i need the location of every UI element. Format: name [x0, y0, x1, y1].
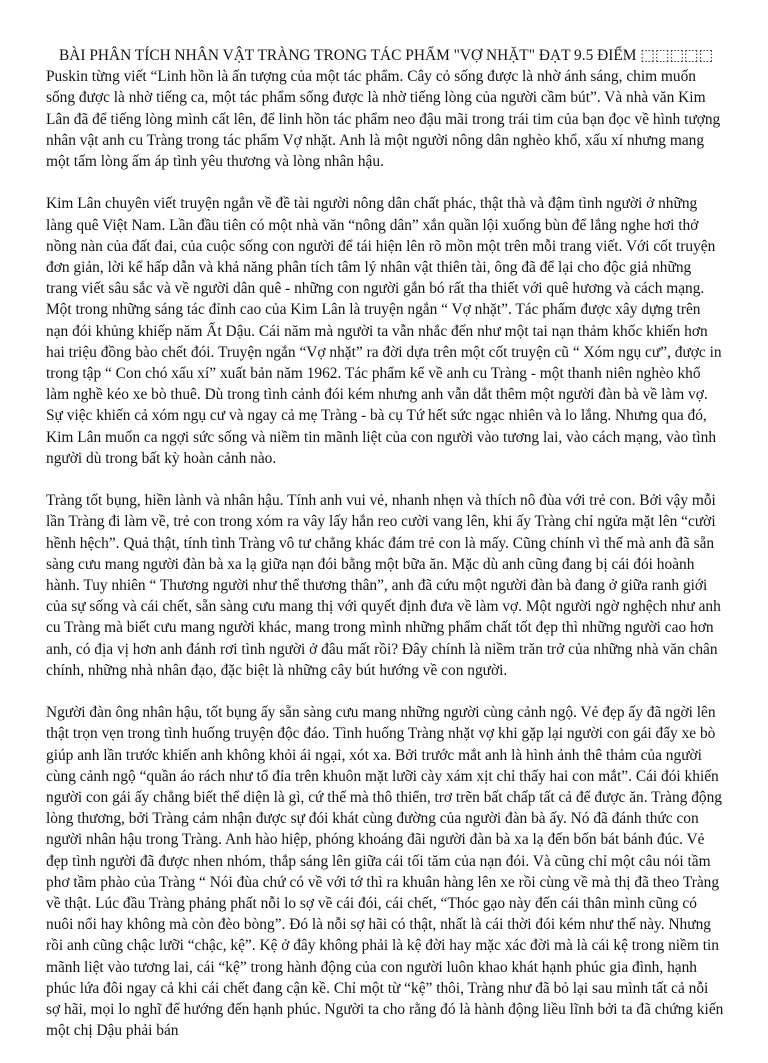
document-title: BÀI PHÂN TÍCH NHÂN VẬT TRÀNG TRONG TÁC PHẨM "VỢ NHẶT" ĐẠT 9.5 ĐIỂM ⬚⬚⬚⬚⬚: [58, 47, 714, 64]
document-page: [46, 45, 726, 1063]
paragraph-author-context: Kim Lân chuyên viết truyện ngắn về đề tài người nông dân chất phác, thật thà và đậm tình người ở những làng quê Việt Nam. Lần đầu tiên có một nhà văn “nông dân” xắn quần lội xuống bùn để lắng nghe hơi thở nồng nàn của đất đai, của cuộc sống con người để tái hiện lên rõ mồn một trên mỗi trang viết. Với cốt truyện đơn giản, lời kể hấp dẫn và khả năng phân tích tâm lý nhân vật thiên tài, ông đã để lại cho độc giả những trang viết sâu sắc và về người dân quê - những con người gắn bó rất tha thiết với quê hương và cách mạng. Một trong những sáng tác đỉnh cao của Kim Lân là truyện ngắn “ Vợ nhặt”. Tác phẩm được xây dựng trên nạn đói khủng khiếp năm Ất Dậu. Cái năm mà người ta vẫn nhắc đến như một tai nạn thảm khốc khiến hơn hai triệu đồng bào chết đói. Truyện ngắn “Vợ nhặt” ra đời dựa trên một cốt truyện cũ “ Xóm ngụ cư”, được in trong tập “ Con chó xấu xí” xuất bản năm 1962. Tác phẩm kể về anh cu Tràng - một thanh niên nghèo khổ làm nghề kéo xe bò thuê. Dù trong tình cảnh đói kém nhưng anh vẫn dắt thêm một người đàn bà về làm vợ. Sự việc khiến cả xóm ngụ cư và ngay cả mẹ Tràng - bà cụ Tứ hết sức ngạc nhiên và lo lắng. Nhưng qua đó, Kim Lân muốn ca ngợi sức sống và niềm tin mãnh liệt của con người vào tương lai, vào cách mạng, vào tình người dù trong bất kỳ hoàn cảnh nào.: [46, 195, 722, 467]
paragraph-trang-kindness: Người đàn ông nhân hậu, tốt bụng ấy sẵn sàng cưu mang những người cùng cảnh ngộ. Vẻ đẹp ấy đã ngời lên thật trọn vẹn trong tình huống truyện độc đáo. Tình huống Tràng nhặt vợ khi gặp lại người con gái đẩy xe bò giúp anh lần trước khiến anh không khỏi ái ngại, xót xa. Bởi trước mắt anh là hình ảnh thê thảm của người cùng cảnh ngộ “quần áo rách như tổ đỉa trên khuôn mặt lưỡi cày xám xịt chỉ thấy hai con mắt”. Cái đói khiến người con gái ấy chẳng biết thể diện là gì, cứ thế mà thô thiển, trơ trẽn bất chấp tất cả để được ăn. Tràng động lòng thương, bởi Tràng cảm nhận được sự đói khát cùng đường của người đàn bà ấy. Nó đã đánh thức con người nhân hậu trong Tràng. Anh hào hiệp, phóng khoáng đãi người đàn bà xa lạ đến bốn bát bánh đúc. Vẻ đẹp tình người đã được nhen nhóm, thắp sáng lên giữa cái tối tăm của nạn đói. Và cũng chỉ một câu nói tầm phơ tầm phào của Tràng “ Nói đùa chứ có về với tớ thì ra khuân hàng lên xe rồi cùng về mà thị đã theo Tràng về thật. Lúc đầu Tràng phảng phất nỗi lo sợ về cái đói, cái chết, “Thóc gạo này đến cái thân mình cũng có nuôi nổi hay không mà còn đèo bòng”. Đó là nỗi sợ hãi có thật, nhất là cái thời đói kém như thế này. Nhưng rồi anh cũng chậc lưỡi “chậc, kệ”. Kệ ở đây không phải là kệ đời hay mặc xác đời mà là cái kệ trong niềm tin mãnh liệt vào tương lai, cái “kệ” trong hành động của con người luôn khao khát hạnh phúc gia đình, hạnh phúc lứa đôi ngay cả khi cái chết đang cận kề. Chỉ một từ “kệ” thôi, Tràng như đã bỏ lại sau mình tất cả nỗi sợ hãi, mọi lo nghĩ để hướng đến hạnh phúc. Người ta cho rằng đó là hành động liều lĩnh bởi ta đã chứng kiến một chị Dậu phải bán: [46, 704, 724, 1040]
paragraph-intro: Puskin từng viết “Linh hồn là ấn tượng của một tác phẩm. Cây cỏ sống được là nhờ ánh sáng, chim muốn sống được là nhờ tiếng ca, một tác phẩm sống được là nhờ tiếng lòng của người cầm bút”. Và nhà văn Kim Lân đã để tiếng lòng mình cất lên, để linh hồn tác phẩm neo đậu mãi trong trái tim của bạn đọc về hình tượng nhân vật anh cu Tràng trong tác phẩm Vợ nhặt. Anh là một người nông dân nghèo khổ, xấu xí nhưng mang một tấm lòng ấm áp tình yêu thương và lòng nhân hậu.: [46, 68, 721, 171]
paragraph-trang-character: Tràng tốt bụng, hiền lành và nhân hậu. Tính anh vui vẻ, nhanh nhẹn và thích nô đùa với trẻ con. Bởi vậy mỗi lần Tràng đi làm về, trẻ con trong xóm ra vây lấy hắn reo cười vang lên, khi ấy Tràng chỉ ngửa mặt lên “cười hềnh hệch”. Quả thật, tính tình Tràng vô tư chẳng khác đám trẻ con là mấy. Cũng chính vì thế mà anh đã sẵn sàng cưu mang người đàn bà xa lạ giữa nạn đói bằng một bữa ăn. Mặc dù anh cũng đang bị cái đói hoành hành. Tuy nhiên “ Thương người như thể thương thân”, anh đã cứu một người đàn bà đang ở giữa ranh giới của sự sống và cái chết, sẵn sàng cưu mang thị với quyết định đưa về làm vợ. Một người ngờ nghệch như anh cu Tràng mà biết cưu mang người khác, mang trong mình những phẩm chất tốt đẹp thì những người cao hơn anh, có địa vị hơn anh đánh rơi tình người ở đâu mất rồi? Đây chính là niềm trăn trở của những nhà văn chân chính, những nhà nhân đạo, đặc biệt là những cây bút hướng về con người.: [46, 492, 721, 679]
